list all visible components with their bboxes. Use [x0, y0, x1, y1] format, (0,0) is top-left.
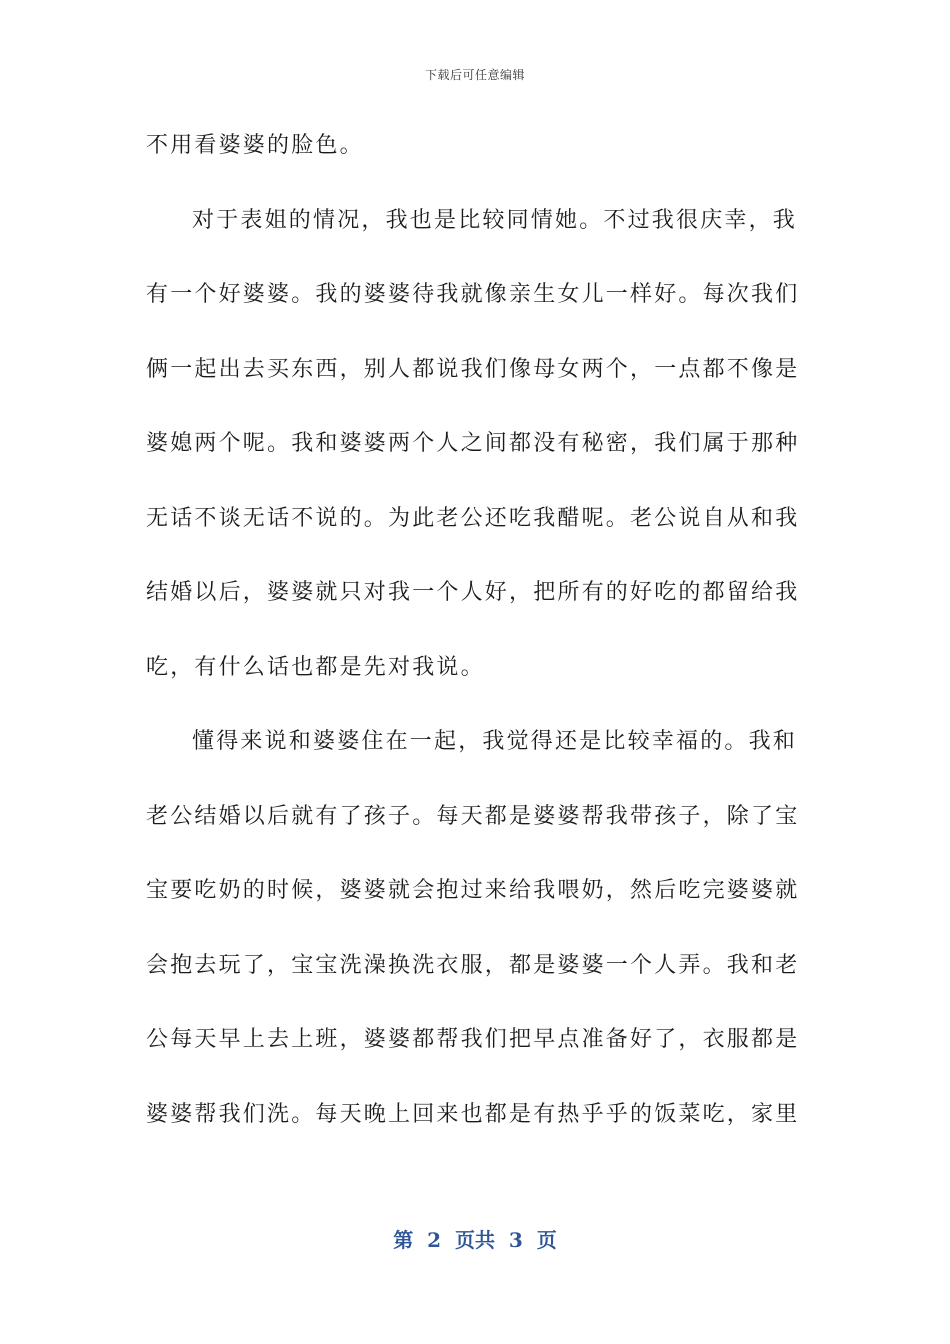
header-note: 下载后可任意编辑: [424, 68, 525, 82]
text-line: 会抱去玩了，宝宝洗澡换洗衣服，都是婆婆一个人弄。我和老: [146, 952, 800, 978]
text-line: 有一个好婆婆。我的婆婆待我就像亲生女儿一样好。每次我们: [146, 282, 800, 307]
text-line: 不用看婆婆的脸色。: [146, 133, 364, 158]
text-line: 懂得来说和婆婆住在一起，我觉得还是比较幸福的。我和: [192, 729, 798, 754]
document-body: [146, 124, 806, 1167]
text-line: 结婚以后，婆婆就只对我一个人好，把所有的好吃的都留给我: [146, 580, 800, 605]
text-line: 婆媳两个呢。我和婆婆两个人之间都没有秘密，我们属于那种: [146, 431, 800, 456]
text-line: 公每天早上去上班，婆婆都帮我们把早点准备好了，衣服都是: [146, 1027, 800, 1052]
text-line: 宝要吃奶的时候，婆婆就会抱过来给我喂奶，然后吃完婆婆就: [146, 878, 800, 903]
page-number: 第 2 页共 3 页: [393, 1228, 557, 1252]
text-line: 老公结婚以后就有了孩子。每天都是婆婆帮我带孩子，除了宝: [146, 803, 800, 829]
text-line: 俩一起出去买东西，别人都说我们像母女两个，一点都不像是: [146, 356, 800, 382]
text-line: 对于表姐的情况，我也是比较同情她。不过我很庆幸，我: [192, 207, 798, 233]
text-line: 婆婆帮我们洗。每天晚上回来也都是有热乎乎的饭菜吃，家里: [146, 1101, 800, 1127]
text-line: 吃，有什么话也都是先对我说。: [146, 654, 485, 680]
text-line: 无话不谈无话不说的。为此老公还吃我醋呢。老公说自从和我: [146, 505, 800, 531]
